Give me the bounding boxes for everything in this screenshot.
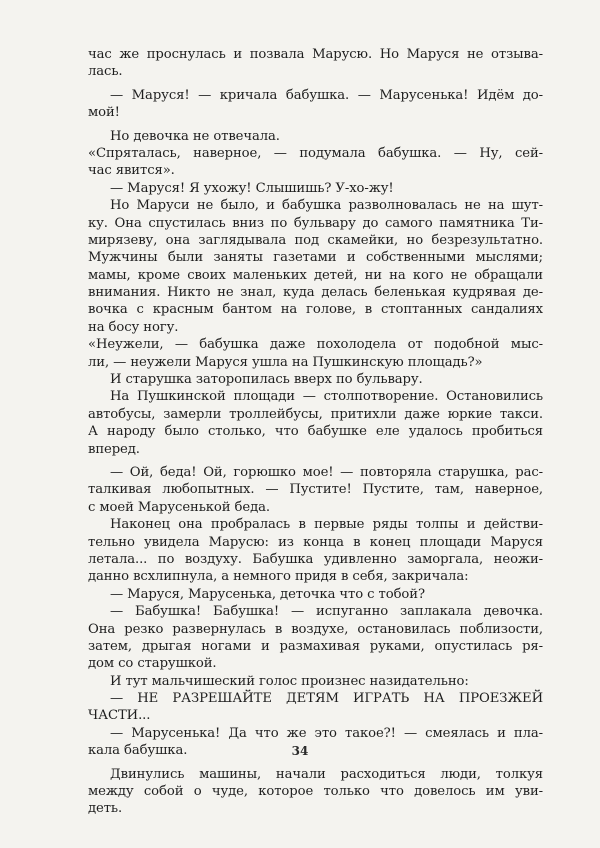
text-line: вочка с красным бантом на голове, в стоптанных сандалиях — [88, 302, 543, 318]
text-line: — Марусенька! Да что же это такое?! — смеялась и пла- — [110, 725, 543, 741]
text-line: кала бабушка. — [88, 743, 188, 759]
text-line: Мужчины были заняты газетами и собственными мыслями; — [88, 250, 543, 266]
text-line: И старушка заторопилась вверх по бульвару. — [110, 372, 423, 388]
text-line: ЧАСТИ... — [88, 708, 151, 724]
text-line: А народу было столько, что бабушке еле удалось пробиться — [88, 424, 543, 440]
text-line: «Неужели, — бабушка даже похолодела от подобной мыс- — [88, 337, 543, 353]
text-line: дом со старушкой. — [88, 656, 217, 672]
text-line: талкивая любопытных. — Пустите! Пустите, там, наверное, — [88, 482, 543, 498]
text-line: «Спряталась, наверное, — подумала бабушка. — Ну, сей- — [88, 145, 543, 161]
page-number: 34 — [291, 744, 309, 758]
text-line: тельно увидела Марусю: из конца в конец площади Маруся — [88, 534, 543, 550]
text-line: вперед. — [88, 441, 140, 457]
text-line: Но Маруси не было, и бабушка разволновалась не на шут- — [110, 198, 543, 214]
text-line: час же проснулась и позвала Марусю. Но Маруся не отзыва- — [88, 47, 543, 62]
text-line: Она резко развернулась в воздухе, остановилась поблизости, — [88, 621, 543, 637]
text-line: мамы, кроме своих маленьких детей, ни на кого не обращали — [88, 267, 543, 283]
text-line: затем, дрыгая ногами и размахивая руками, опустилась ря- — [88, 638, 543, 654]
text-line: — Бабушка! Бабушка! — испуганно заплакала девочка. — [110, 604, 543, 620]
text-line: Наконец она пробралась в первые ряды толпы и действи- — [110, 517, 543, 533]
text-line: ку. Она спустилась вниз по бульвару до самого памятника Ти- — [88, 215, 543, 231]
text-line: час явится». — [88, 163, 175, 179]
text-line: На Пушкинской площади — столпотворение. Остановились — [110, 389, 543, 405]
text-line: на босу ногу. — [88, 319, 179, 335]
text-line: с моей Марусенькой беда. — [88, 499, 270, 515]
text-line: внимания. Никто не знал, куда делась беленькая кудрявая де- — [88, 285, 543, 301]
text-line: — Ой, беда! Ой, горюшко мое! — повторяла старушка, рас- — [110, 464, 543, 480]
text-line: мой! — [88, 105, 120, 121]
text-line: мирязеву, она заглядывала под скамейки, но безрезультатно. — [88, 232, 543, 248]
text-line: — Маруся, Марусенька, деточка что с тобой? — [110, 586, 425, 602]
text-line: между собой о чуде, которое только что довелось им уви- — [88, 784, 543, 800]
text-line: — Маруся! — кричала бабушка. — Марусенька! Идём до- — [110, 87, 543, 103]
text-line: И тут мальчишеский голос произнес назидательно: — [110, 673, 469, 689]
book-page-text — [88, 46, 543, 818]
text-line: деть. — [88, 801, 123, 817]
text-line: — Маруся! Я ухожу! Слышишь? У-хо-жу! — [110, 180, 394, 196]
text-line: Но девочка не отвечала. — [110, 128, 280, 144]
text-line: данно всхлипнула, а немного придя в себя, закричала: — [88, 569, 469, 585]
text-line: лась. — [88, 64, 123, 80]
text-line: летала... по воздуху. Бабушка удивленно заморгала, неожи- — [88, 551, 543, 567]
text-line: ли, — неужели Маруся ушла на Пушкинскую площадь?» — [88, 354, 483, 370]
text-line: Двинулись машины, начали расходиться люди, толкуя — [110, 766, 543, 782]
text-line: — НЕ РАЗРЕШАЙТЕ ДЕТЯМ ИГРАТЬ НА ПРОЕЗЖЕЙ — [110, 691, 543, 707]
text-line: автобусы, замерли троллейбусы, притихли даже юркие такси. — [88, 406, 543, 422]
